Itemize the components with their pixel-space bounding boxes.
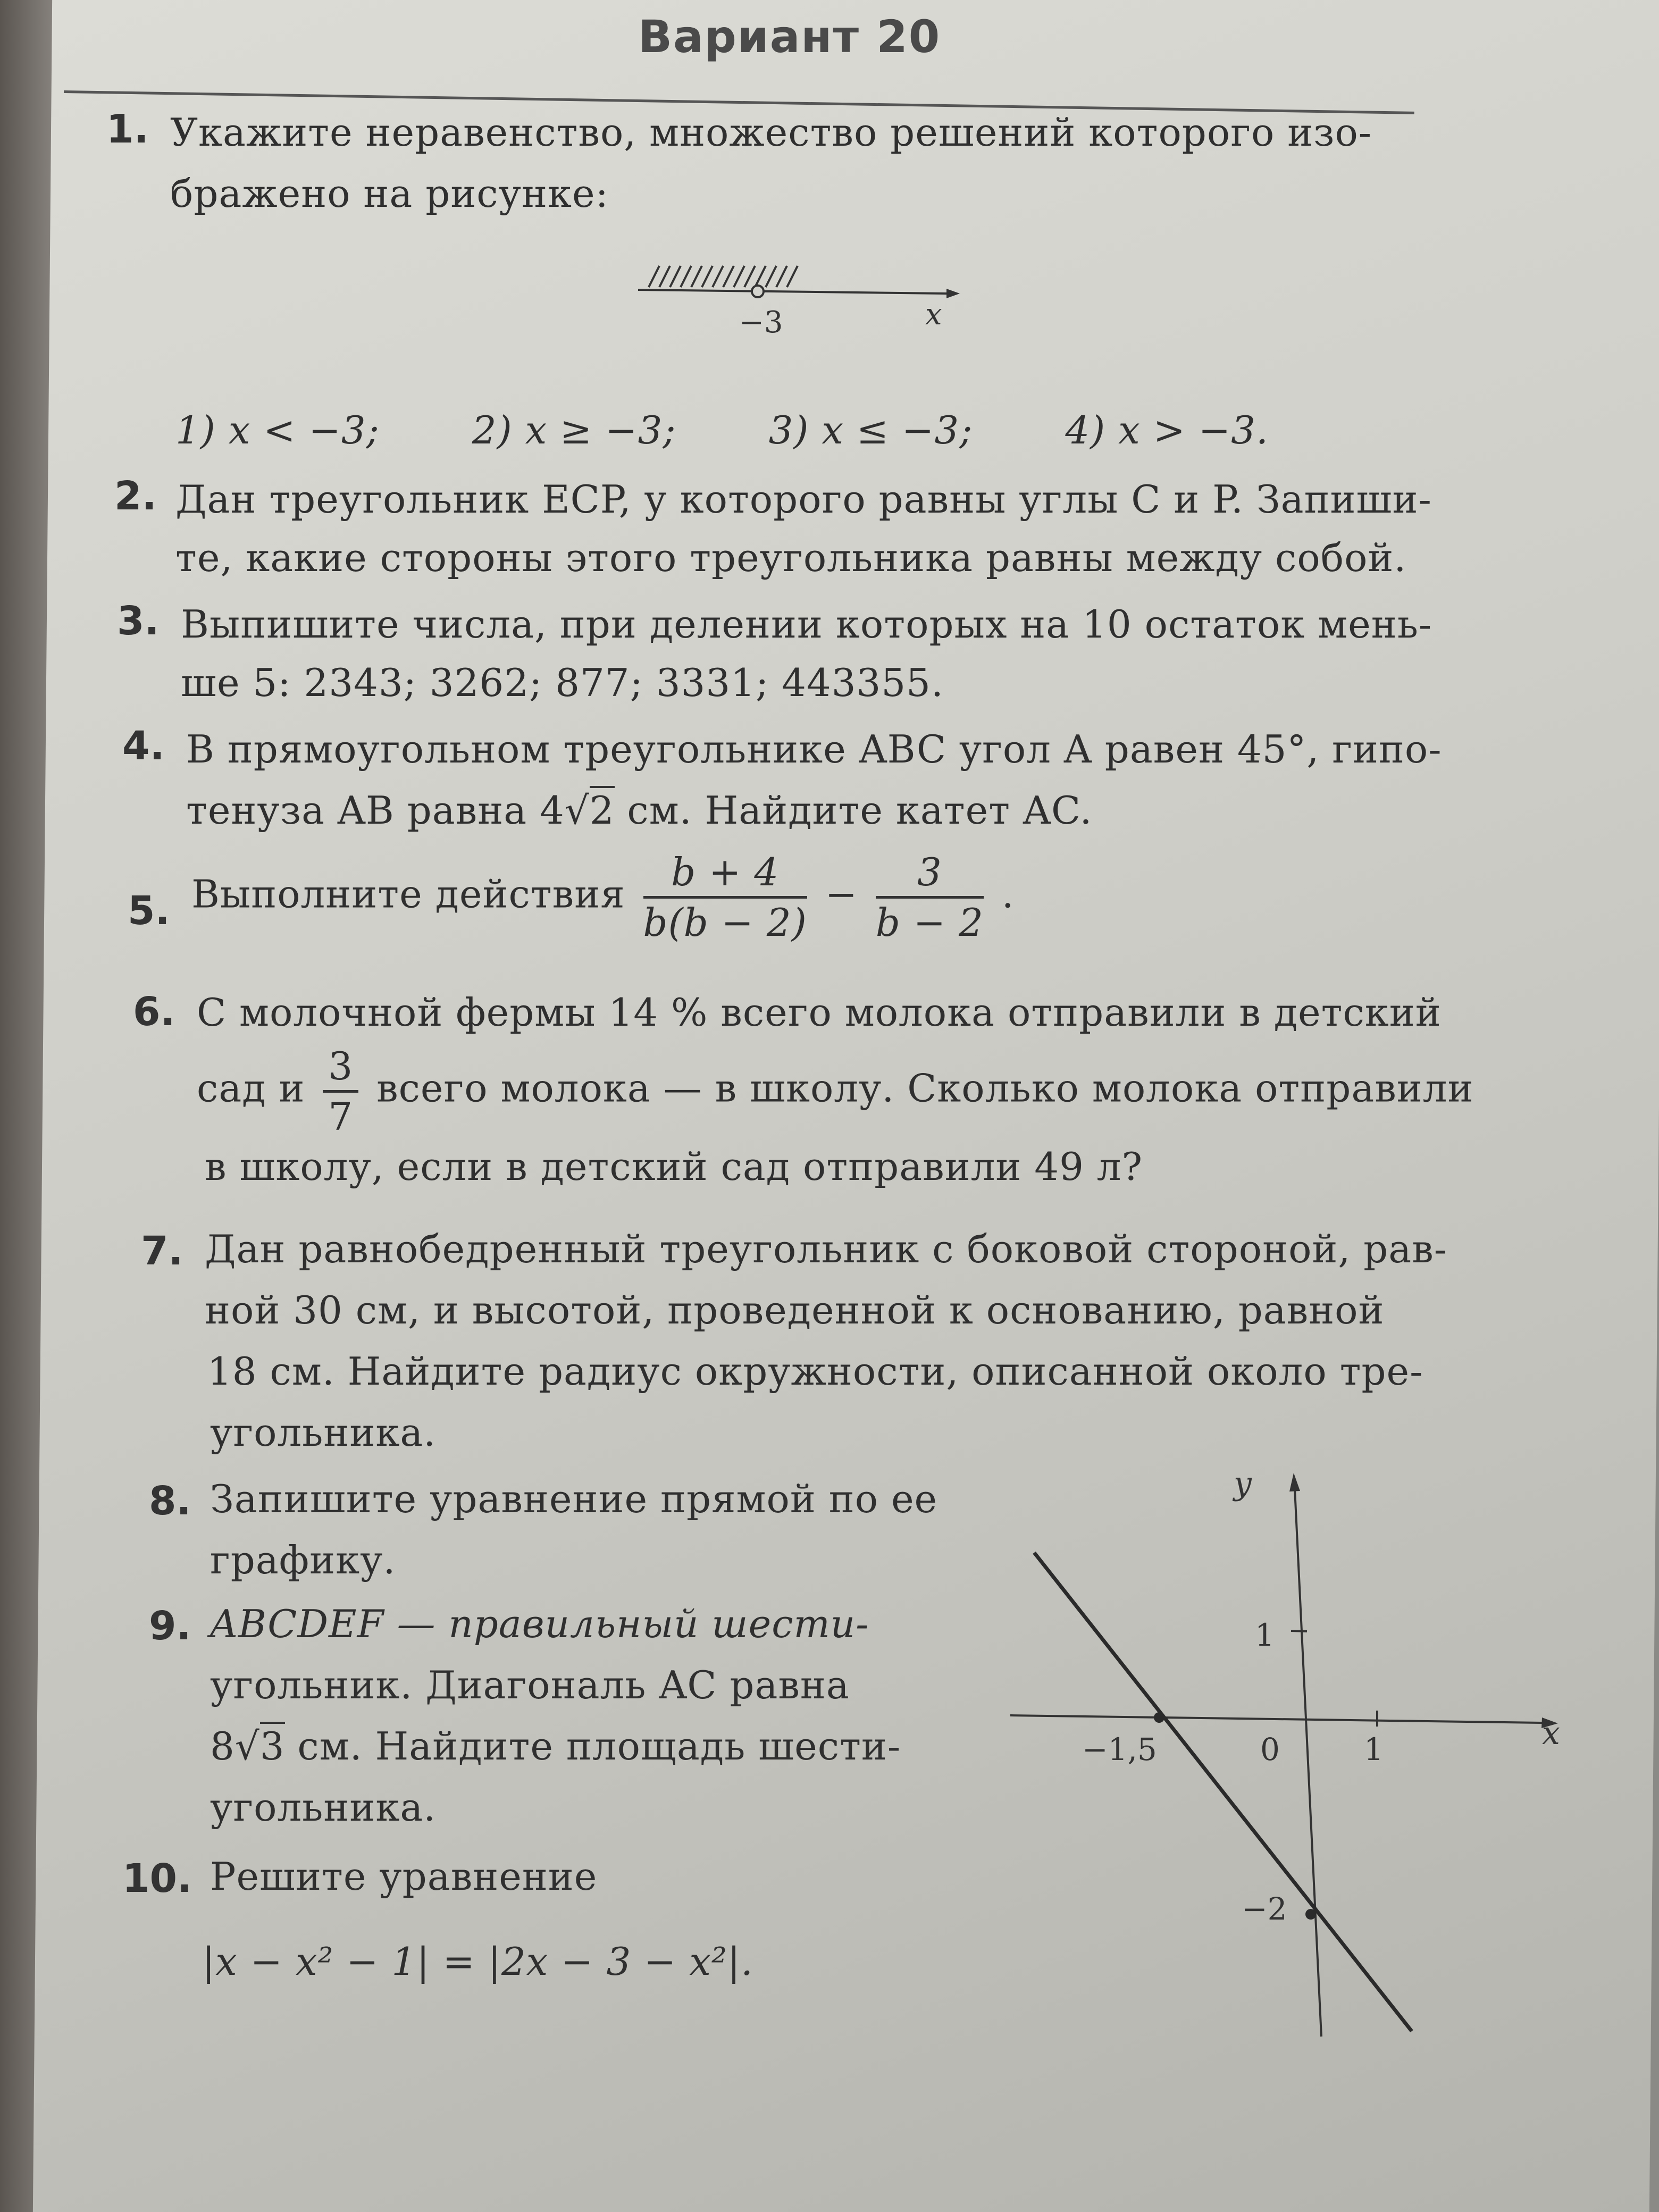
number-line-point-label: −3 (739, 305, 783, 340)
option-2: 2) x ≥ −3; (472, 408, 676, 453)
x-tick-1-label: 1 (1364, 1731, 1384, 1767)
problem-9-line-1: ABCDEF — правильный шести- (210, 1602, 869, 1646)
sqrt-sign-icon: √ (234, 1724, 260, 1769)
fraction-1 (643, 848, 807, 946)
problem-9-text-b: см. Найдите площадь шести- (284, 1724, 901, 1769)
problem-9-number: 9. (149, 1603, 191, 1649)
problem-7-line-1: Дан равнобедренный треугольник с боковой стороной, рав- (205, 1227, 1448, 1271)
x-axis (1010, 1715, 1542, 1723)
problem-9-line-2: угольник. Диагональ AC равна (210, 1663, 850, 1707)
y-tick-1-label: 1 (1255, 1617, 1275, 1653)
problem-6-line-2 (197, 1042, 1474, 1141)
problem-3-line-2: ше 5: 2343; 3262; 877; 3331; 443355. (181, 660, 944, 705)
problem-4-sqrt-value: 2 (590, 786, 615, 833)
problem-9-text-a: 8 (210, 1724, 235, 1769)
fraction-numerator: 3 (323, 1042, 358, 1093)
problem-10-line-1: Решите уравнение (210, 1854, 598, 1899)
minus-sign: − (825, 872, 858, 917)
problem-8-number: 8. (149, 1478, 191, 1524)
y-intercept-point (1305, 1909, 1316, 1920)
fraction-denominator: 7 (328, 1094, 354, 1139)
open-point-icon (752, 286, 764, 297)
y-axis (1295, 1489, 1321, 2037)
problem-3-number: 3. (117, 598, 160, 644)
problem-2-line-1: Дан треугольник ECP, у которого равны углы C и P. Запиши- (175, 477, 1432, 522)
axis-arrow-icon (946, 289, 960, 298)
problem-5-number: 5. (128, 888, 170, 934)
fraction-3-7 (323, 1042, 358, 1141)
problem-3-line-1: Выпишите числа, при делении которых на 10 остаток мень- (181, 602, 1432, 647)
problem-6-line-1: С молочной фермы 14 % всего молока отправили в детский (197, 990, 1442, 1035)
problem-6-text-a: сад и (197, 1066, 305, 1111)
problem-6-line-3: в школу, если в детский сад отправили 49 л? (205, 1144, 1143, 1189)
problem-6-text-b: всего молока — в школу. Сколько молока отправили (376, 1066, 1474, 1111)
problem-7-number: 7. (141, 1228, 183, 1274)
y-axis-arrow-icon (1289, 1473, 1300, 1492)
problem-9-line-4: угольника. (210, 1785, 437, 1830)
problem-2-number: 2. (114, 473, 157, 519)
problem-4-text-a: тенуза AB равна 4 (186, 788, 565, 833)
line-graph-figure (1010, 1446, 1595, 2074)
problem-10-equation: |x − x² − 1| = |2x − 3 − x²|. (202, 1939, 753, 1984)
problem-9-sqrt-value: 3 (260, 1722, 285, 1769)
problem-4-line-2 (186, 779, 1092, 842)
sqrt-sign-icon: √ (564, 788, 590, 833)
y-intercept-label: −2 (1242, 1891, 1287, 1927)
problem-6-number: 6. (133, 989, 175, 1035)
number-line-figure (627, 234, 978, 351)
problem-1-number: 1. (106, 106, 149, 152)
problem-5-text: Выполните действия (191, 872, 625, 917)
number-line-axis-label: x (925, 297, 942, 332)
problem-7-line-4: угольника. (210, 1410, 437, 1455)
problem-7-line-3: 18 см. Найдите радиус окружности, описанной около тре- (207, 1349, 1423, 1394)
number-line-axis (638, 290, 946, 294)
problem-5-line (191, 848, 1015, 946)
fraction-1-denominator: b(b − 2) (643, 900, 807, 945)
fraction-2-numerator: 3 (876, 848, 984, 899)
hatching (649, 266, 798, 287)
x-axis-label: x (1542, 1715, 1560, 1752)
y-axis-label: y (1234, 1465, 1252, 1502)
problem-9-line-3 (210, 1715, 901, 1778)
problem-4-number: 4. (122, 723, 165, 769)
fraction-2-denominator: b − 2 (875, 900, 984, 945)
problem-1-line-1: Укажите неравенство, множество решений которого изо- (170, 110, 1372, 155)
problem-8-line-1: Запишите уравнение прямой по ее (210, 1477, 938, 1521)
graph-line (1034, 1553, 1412, 2031)
problem-7-line-2: ной 30 см, и высотой, проведенной к основанию, равной (205, 1288, 1385, 1333)
origin-label: 0 (1260, 1731, 1280, 1767)
option-3: 3) x ≤ −3; (768, 408, 973, 453)
problem-8-line-2: графику. (210, 1538, 396, 1582)
x-intercept-label: −1,5 (1082, 1731, 1157, 1767)
option-4: 4) x > −3. (1065, 408, 1269, 453)
fraction-1-numerator: b + 4 (643, 848, 807, 899)
problem-1-line-2: бражено на рисунке: (170, 171, 609, 216)
problem-4-text-b: см. Найдите катет AC. (614, 788, 1093, 833)
x-intercept-point (1154, 1712, 1164, 1723)
problem-10-number: 10. (122, 1856, 192, 1901)
problem-2-line-2: те, какие стороны этого треугольника равны между собой. (175, 535, 1407, 580)
option-1: 1) x < −3; (175, 408, 380, 453)
page-title: Вариант 20 (638, 11, 941, 63)
fraction-2 (876, 848, 984, 946)
problem-5-end: . (1001, 872, 1015, 917)
problem-1-options (175, 399, 1348, 462)
problem-4-line-1: В прямоугольном треугольнике ABC угол A равен 45°, гипо- (186, 727, 1442, 772)
